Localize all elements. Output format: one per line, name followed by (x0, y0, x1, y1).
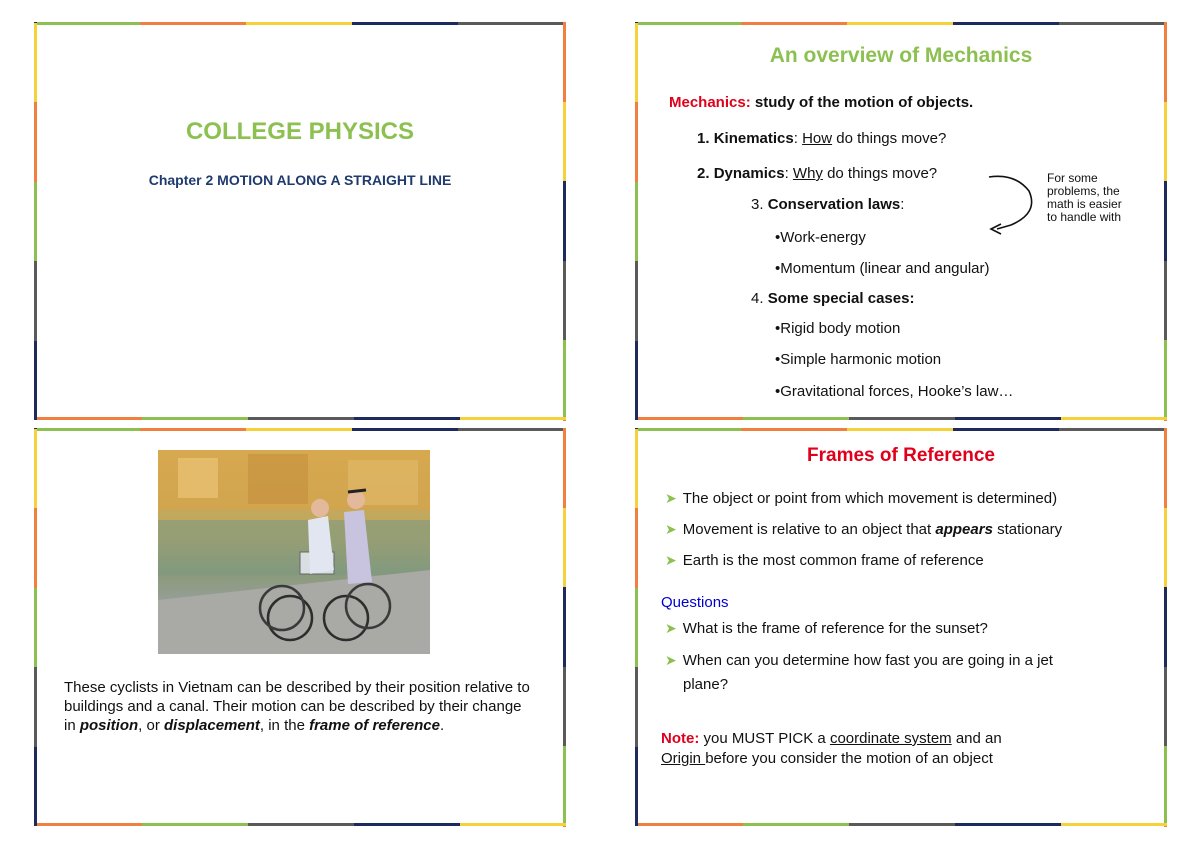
border-segment (354, 823, 460, 826)
border-segment (36, 417, 142, 420)
arrow-bullet-icon: ➤ (665, 652, 677, 668)
border-segment (847, 22, 953, 25)
border-segment (849, 823, 955, 826)
border-segment (458, 428, 564, 431)
bullet-gravitational: •Gravitational forces, Hooke’s law… (775, 383, 1014, 400)
border-segment (458, 22, 564, 25)
border-segment (563, 340, 566, 420)
border-segment (849, 417, 955, 420)
border-segment (246, 428, 352, 431)
border-segment (1061, 417, 1167, 420)
item-conservation: 3. Conservation laws: (751, 196, 905, 213)
border-segment (563, 587, 566, 667)
border-segment (635, 261, 638, 341)
border-segment (34, 102, 37, 182)
border-segment (142, 417, 248, 420)
border-segment (36, 823, 142, 826)
item-special-cases: 4. Some special cases: (751, 290, 915, 307)
note-line-1: Note: you MUST PICK a coordinate system and an (661, 730, 1002, 747)
slide-title (34, 22, 566, 420)
border-segment (635, 428, 741, 431)
border-segment (635, 428, 638, 429)
curved-arrow-icon (985, 167, 1045, 237)
border-segment (246, 22, 352, 25)
border-segment (563, 667, 566, 747)
border-segment (637, 417, 743, 420)
border-segment (563, 181, 566, 261)
note-line-2: Origin before you consider the motion of an object (661, 750, 993, 767)
bullet-harmonic: •Simple harmonic motion (775, 351, 942, 368)
border-segment (354, 417, 460, 420)
border-segment (743, 823, 849, 826)
border-segment (563, 22, 566, 102)
border-segment (1164, 508, 1167, 588)
definition-term: Mechanics: (669, 94, 751, 111)
border-segment (635, 508, 638, 588)
border-segment (955, 417, 1061, 420)
border-segment (635, 747, 638, 827)
border-segment (955, 823, 1061, 826)
cyclists-caption: These cyclists in Vietnam can be described by their position relative to buildings and a canal. Their motion can be described by their change in position, or displacement, in the frame of reference. (64, 679, 530, 734)
bullet-momentum: •Momentum (linear and angular) (775, 260, 990, 277)
border-segment (741, 22, 847, 25)
border-segment (635, 182, 638, 262)
item-dynamics: 2. Dynamics: Why do things move? (697, 165, 938, 182)
bullet-earth: ➤ Earth is the most common frame of reference (665, 552, 984, 569)
border-segment (352, 22, 458, 25)
question-jet-plane-cont: plane? (683, 676, 729, 693)
border-segment (741, 428, 847, 431)
border-segment (1164, 340, 1167, 420)
border-segment (34, 429, 37, 509)
border-segment (1164, 261, 1167, 341)
question-sunset: ➤ What is the frame of reference for the sunset? (665, 620, 988, 637)
questions-heading: Questions (661, 594, 729, 611)
border-segment (248, 823, 354, 826)
border-segment (635, 22, 741, 25)
border-segment (140, 22, 246, 25)
arrow-bullet-icon: ➤ (665, 490, 677, 506)
slide-cyclists (34, 428, 566, 826)
border-segment (34, 23, 37, 103)
border-segment (34, 588, 37, 668)
border-segment (1164, 587, 1167, 667)
border-segment (953, 428, 1059, 431)
border-segment (635, 429, 638, 509)
slide-mechanics-overview (635, 22, 1167, 420)
arrow-bullet-icon: ➤ (665, 521, 677, 537)
arrow-bullet-icon: ➤ (665, 552, 677, 568)
border-segment (34, 428, 140, 431)
border-segment (34, 428, 37, 429)
border-segment (460, 823, 566, 826)
cyclists-photo (158, 450, 430, 654)
border-segment (34, 22, 140, 25)
border-segment (743, 417, 849, 420)
border-segment (635, 341, 638, 421)
mechanics-title: An overview of Mechanics (769, 44, 1033, 67)
border-segment (1059, 428, 1165, 431)
arrow-bullet-icon: ➤ (665, 620, 677, 636)
border-segment (563, 508, 566, 588)
border-segment (34, 747, 37, 827)
definition-text: study of the motion of objects. (750, 94, 974, 111)
border-segment (635, 23, 638, 103)
border-segment (248, 417, 354, 420)
border-segment (847, 428, 953, 431)
border-segment (563, 261, 566, 341)
border-segment (34, 182, 37, 262)
border-segment (34, 508, 37, 588)
mechanics-definition (669, 94, 973, 111)
border-segment (1164, 181, 1167, 261)
slide-frames-of-reference (635, 428, 1167, 826)
border-segment (1164, 667, 1167, 747)
bullet-movement-relative: ➤ Movement is relative to an object that appears stationary (665, 521, 1063, 538)
border-segment (635, 22, 638, 23)
border-segment (460, 417, 566, 420)
slide-title-heading: COLLEGE PHYSICS (185, 118, 415, 145)
border-segment (635, 667, 638, 747)
border-segment (34, 261, 37, 341)
border-segment (563, 428, 566, 508)
slide-subtitle: Chapter 2 MOTION ALONG A STRAIGHT LINE (148, 172, 452, 188)
border-segment (1164, 102, 1167, 182)
frames-title: Frames of Reference (807, 445, 995, 466)
border-segment (1164, 746, 1167, 826)
border-segment (1164, 22, 1167, 102)
border-segment (142, 823, 248, 826)
border-segment (352, 428, 458, 431)
border-segment (1061, 823, 1167, 826)
border-segment (34, 22, 37, 23)
side-note: For some problems, the math is easier to handle with (1047, 171, 1122, 224)
bullet-rigid-body: •Rigid body motion (775, 320, 901, 337)
item-kinematics: 1. Kinematics: How do things move? (697, 130, 947, 147)
border-segment (1059, 22, 1165, 25)
border-segment (563, 746, 566, 826)
question-jet-plane: ➤ When can you determine how fast you are going in a jet (665, 652, 1053, 669)
border-segment (1164, 428, 1167, 508)
border-segment (563, 102, 566, 182)
border-segment (953, 22, 1059, 25)
border-segment (34, 667, 37, 747)
border-segment (635, 588, 638, 668)
border-segment (637, 823, 743, 826)
bullet-work-energy: •Work-energy (775, 229, 866, 246)
bullet-object-point: ➤ The object or point from which movement is determined) (665, 490, 1058, 507)
border-segment (635, 102, 638, 182)
border-segment (140, 428, 246, 431)
border-segment (34, 341, 37, 421)
